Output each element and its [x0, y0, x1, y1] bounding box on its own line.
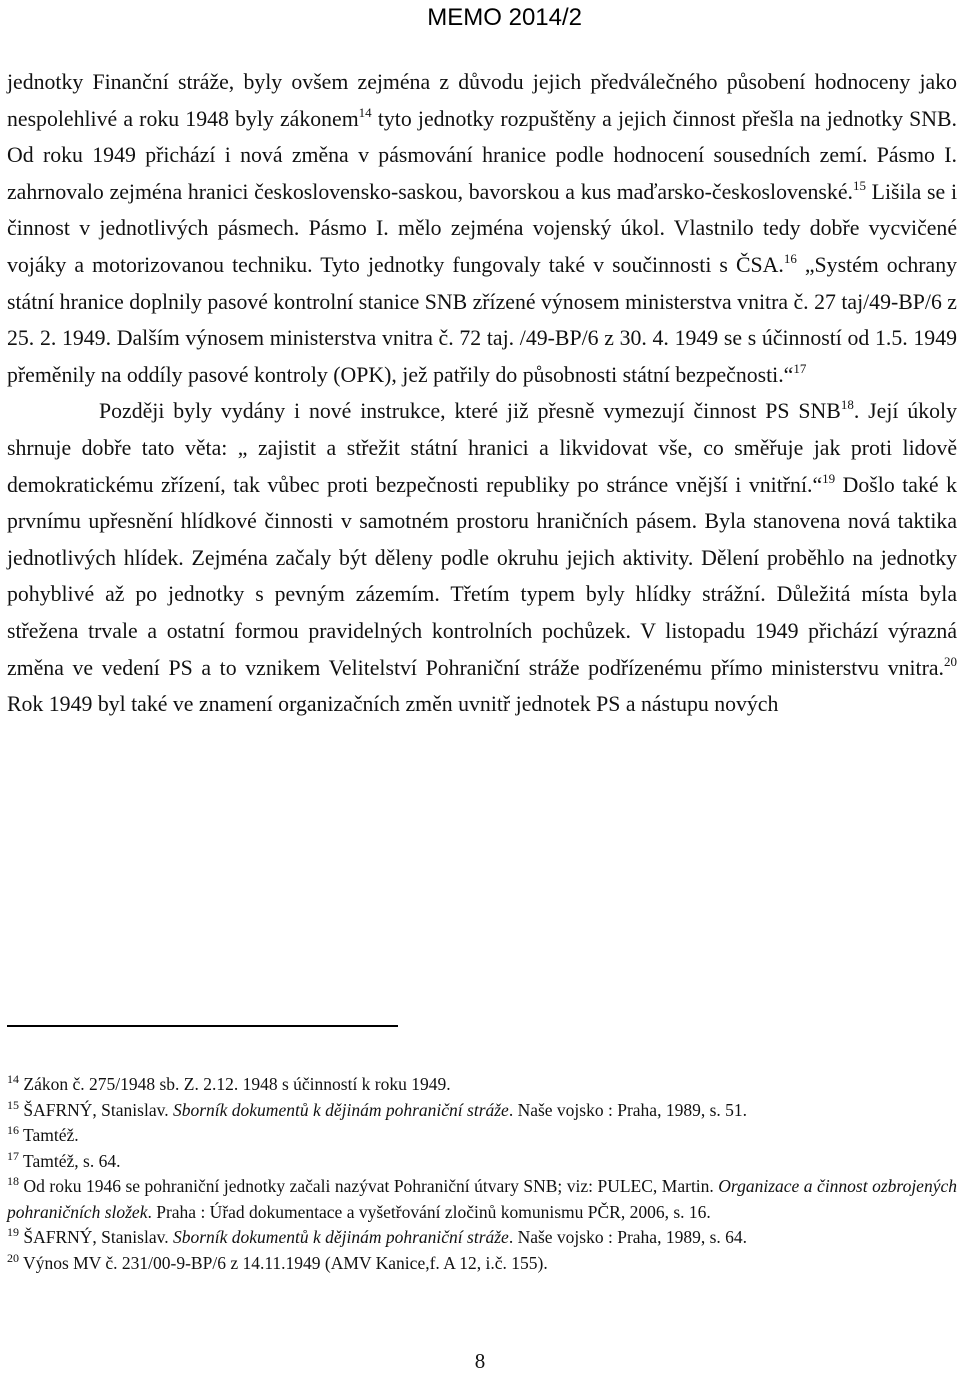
text-run: Došlo také k prvnímu upřesnění hlídkové činnosti v samotném prostoru hraničních pásem. Byla stanovena nová taktika jednotlivých hlídek. Zejména začaly být děleny podle okruhu jejich aktivity. Dělení proběhlo na jednotky pohyblivé až po jednotky s pevným zázemím. Třetím typem byly hlídky strážní. Důležitá místa byla střežena trvale a ostatní formou pravidelných kontrolních pochůzek. V listopadu 1949 přichází výrazná změna ve vedení PS a to vznikem Velitelství Pohraniční stráže podřízenému přímo ministerstvu vnitra.	[7, 472, 957, 680]
page-header-title: MEMO 2014/2	[427, 4, 582, 31]
text-run: jednotky Finanční stráže, byly ovšem zejména z důvodu jejich předválečného působení hodnoceny jako nespolehlivé a roku 1948 byly zákonem	[7, 70, 957, 131]
text-run: Lišila se i činnost v jednotlivých pásmech. Pásmo I. mělo zejména vojenský úkol. Vlastnilo tedy dobře vycvičené vojáky a motorizovanou techniku. Tyto jednotky fungovaly také v součinnosti s ČSA.	[7, 179, 958, 277]
footnote-17	[7, 1149, 957, 1175]
text-run: tyto jednotky rozpuštěny a jejich činnost přešla na jednotky SNB. Od roku 1949 přichází i nová změna v pásmování hranice podle hodnocení sousedních zemí. Pásmo I. zahrnovalo zejména hranici československo-saskou, bavorskou a kus maďarsko-československé.	[7, 106, 957, 204]
text-run: . Její úkoly shrnuje dobře tato věta: „ zajistit a střežit státní hranici a likvidovat vše, co směřuje jak proti lidově demokratickému zřízení, tak vůbec proti bezpečnosti republiky po stránce vnější i vnitřní.“	[7, 399, 957, 497]
footnote-number: 14	[7, 1072, 19, 1086]
footnote-19	[7, 1225, 957, 1251]
footnote-20	[7, 1251, 957, 1277]
footnote-number: 16	[7, 1123, 19, 1137]
footnote-separator	[7, 1025, 398, 1027]
text-run: Rok 1949 byl také ve znamení organizačních změn uvnitř jednotek PS a nástupu nových	[7, 692, 779, 717]
paragraph-1	[7, 64, 957, 393]
footnote-number: 15	[7, 1097, 19, 1112]
footnotes	[7, 1072, 957, 1276]
footnote-ref-14[interactable]: 14	[358, 104, 372, 120]
footnote-text: . Naše vojsko : Praha, 1989, s. 64.	[508, 1227, 748, 1247]
footnote-number: 17	[7, 1148, 19, 1163]
footnote-15	[7, 1098, 957, 1124]
footnote-number: 18	[7, 1174, 19, 1188]
text-run: Později byly vydány i nové instrukce, které již přesně vymezují činnost PS SNB	[99, 399, 841, 424]
footnote-number: 19	[7, 1225, 19, 1239]
body-text	[7, 64, 957, 723]
footnote-ref-18[interactable]: 18	[840, 397, 854, 413]
footnote-text: Od roku 1946 se pohraniční jednotky začali nazývat Pohraniční útvary SNB; viz: PULEC, Martin.	[19, 1176, 719, 1196]
footnote-ref-20[interactable]: 20	[944, 653, 957, 669]
footnote-text: Výnos MV č. 231/00-9-BP/6 z 14.11.1949 (AMV Kanice,f. A 12, i.č. 155).	[19, 1252, 548, 1273]
footnote-text: ŠAFRNÝ, Stanislav.	[19, 1227, 173, 1247]
footnote-ref-16[interactable]: 16	[783, 250, 797, 266]
footnote-title: Sborník dokumentů k dějinám pohraniční stráže	[172, 1227, 509, 1247]
footnote-18	[7, 1174, 957, 1225]
footnote-ref-15[interactable]: 15	[852, 177, 866, 193]
footnote-title: Organizace a činnost ozbrojených pohraničních složek	[7, 1176, 957, 1222]
footnote-title: Sborník dokumentů k dějinám pohraniční stráže	[172, 1099, 509, 1120]
footnote-text: . Praha : Úřad dokumentace a vyšetřování zločinů komunismu PČR, 2006, s. 16.	[147, 1201, 711, 1222]
footnote-ref-17[interactable]: 17	[793, 360, 807, 376]
page-number: 8	[474, 1349, 486, 1373]
footnote-number: 20	[7, 1250, 19, 1265]
footnote-ref-19[interactable]: 19	[822, 470, 836, 486]
footnote-text: Zákon č. 275/1948 sb. Z. 2.12. 1948 s účinností k roku 1949.	[19, 1074, 451, 1094]
paragraph-2	[7, 393, 957, 722]
footnote-text: Tamtéž, s. 64.	[19, 1150, 121, 1171]
footnote-text: . Naše vojsko : Praha, 1989, s. 51.	[508, 1099, 748, 1120]
footnote-text: ŠAFRNÝ, Stanislav.	[19, 1099, 173, 1120]
text-run: „Systém ochrany státní hranice doplnily pasové kontrolní stanice SNB zřízené výnosem ministerstva vnitra č. 27 taj/49-BP/6 z 25. 2. 1949. Dalším výnosem ministerstva vnitra č. 72 taj. /49-BP/6 z 30. 4. 1949 se s účinností od 1.5. 1949 přeměnily na oddíly pasové kontroly (OPK), jež patřily do působnosti státní bezpečnosti.“	[7, 252, 958, 387]
footnote-14	[7, 1072, 957, 1098]
footnote-text: Tamtéž.	[19, 1125, 79, 1145]
footnote-16	[7, 1123, 957, 1149]
